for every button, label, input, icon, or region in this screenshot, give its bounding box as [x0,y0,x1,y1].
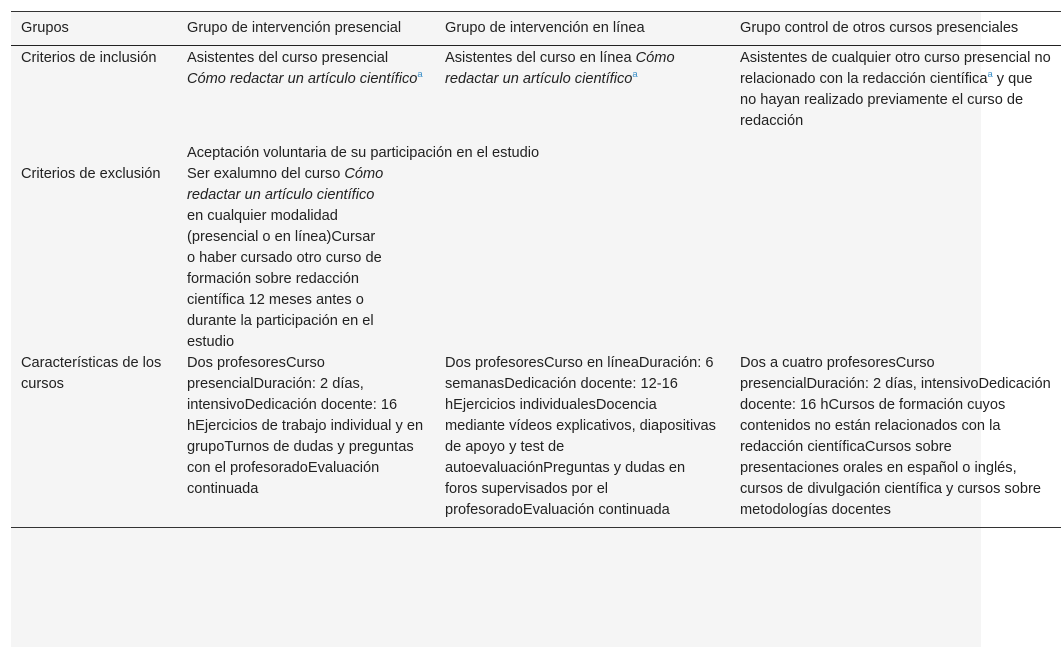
characteristics-linea: Dos profesoresCurso en líneaDuración: 6 semanasDedicación docente: 12-16 hEjercicios individualesDocencia mediante vídeos explicativos, diapositivas de apoyo y test de autoevaluaciónPreguntas y dudas en foros supervisados por el profesoradoEvaluación continuada [435,353,730,528]
footnote-mark-presencial[interactable]: a [417,69,423,81]
footnote-mark-control[interactable]: a [987,69,993,81]
exclusion-linea-empty [435,164,730,353]
inclusion-presencial-course: Cómo redactar un artículo científico [187,71,418,87]
exclusion-text-start: Ser exalumno del curso [187,166,345,182]
inclusion-shared-row [11,132,1061,164]
inclusion-control-cell [730,46,1061,133]
characteristics-row [11,353,1061,528]
inclusion-control-text: Asistentes de cualquier otro curso presencial no relacionado con la redacción científica [740,50,1051,87]
exclusion-presencial-cell [177,164,435,353]
inclusion-linea-text: Asistentes del curso en línea [445,50,636,66]
footnote-mark-linea[interactable]: a [632,69,638,81]
exclusion-course: Cómo redactar un artículo científico [187,166,384,203]
criteria-table-container [11,11,1051,647]
exclusion-text-block [187,164,387,353]
header-presencial: Grupo de intervención presencial [177,12,435,46]
characteristics-presencial: Dos profesoresCurso presencialDuración: 2 días, intensivoDedicación docente: 16 hEjercicios de trabajo individual y en grupoTurnos de dudas y preguntas con el profesoradoEvaluación continuada [177,353,435,528]
header-grupos: Grupos [11,12,177,46]
inclusion-presencial-cell [177,46,435,133]
exclusion-label: Criterios de exclusión [21,166,161,182]
exclusion-row [11,164,1061,353]
inclusion-shared-text: Aceptación voluntaria de su participación en el estudio [187,145,540,161]
inclusion-shared-empty [11,132,177,164]
exclusion-control-empty [730,164,1061,353]
inclusion-linea-cell [435,46,730,133]
inclusion-linea-course: Cómo redactar un artículo científico [445,50,675,87]
header-control: Grupo control de otros cursos presenciales [730,12,1061,46]
exclusion-text-end: en cualquier modalidad (presencial o en línea)Cursar o haber cursado otro curso de formación sobre redacción científica 12 meses antes o durante la participación en el estudio [187,208,382,350]
inclusion-presencial-text: Asistentes del curso presencial [187,50,389,66]
characteristics-label: Características de los cursos [11,353,177,528]
criteria-table [11,11,1061,528]
header-row [11,12,1061,46]
inclusion-label: Criterios de inclusión [21,50,157,66]
inclusion-control-text-end: y que no hayan realizado previamente el curso de redacción [740,71,1033,129]
header-linea: Grupo de intervención en línea [435,12,730,46]
characteristics-control: Dos a cuatro profesoresCurso presencialDuración: 2 días, intensivoDedicación docente: 16 hCursos de formación cuyos contenidos no están relacionados con la redacción científicaCursos sobre presentaciones orales en español o inglés, cursos de divulgación científica y cursos sobre metodologías docentes [730,353,1061,528]
inclusion-row [11,46,1061,133]
